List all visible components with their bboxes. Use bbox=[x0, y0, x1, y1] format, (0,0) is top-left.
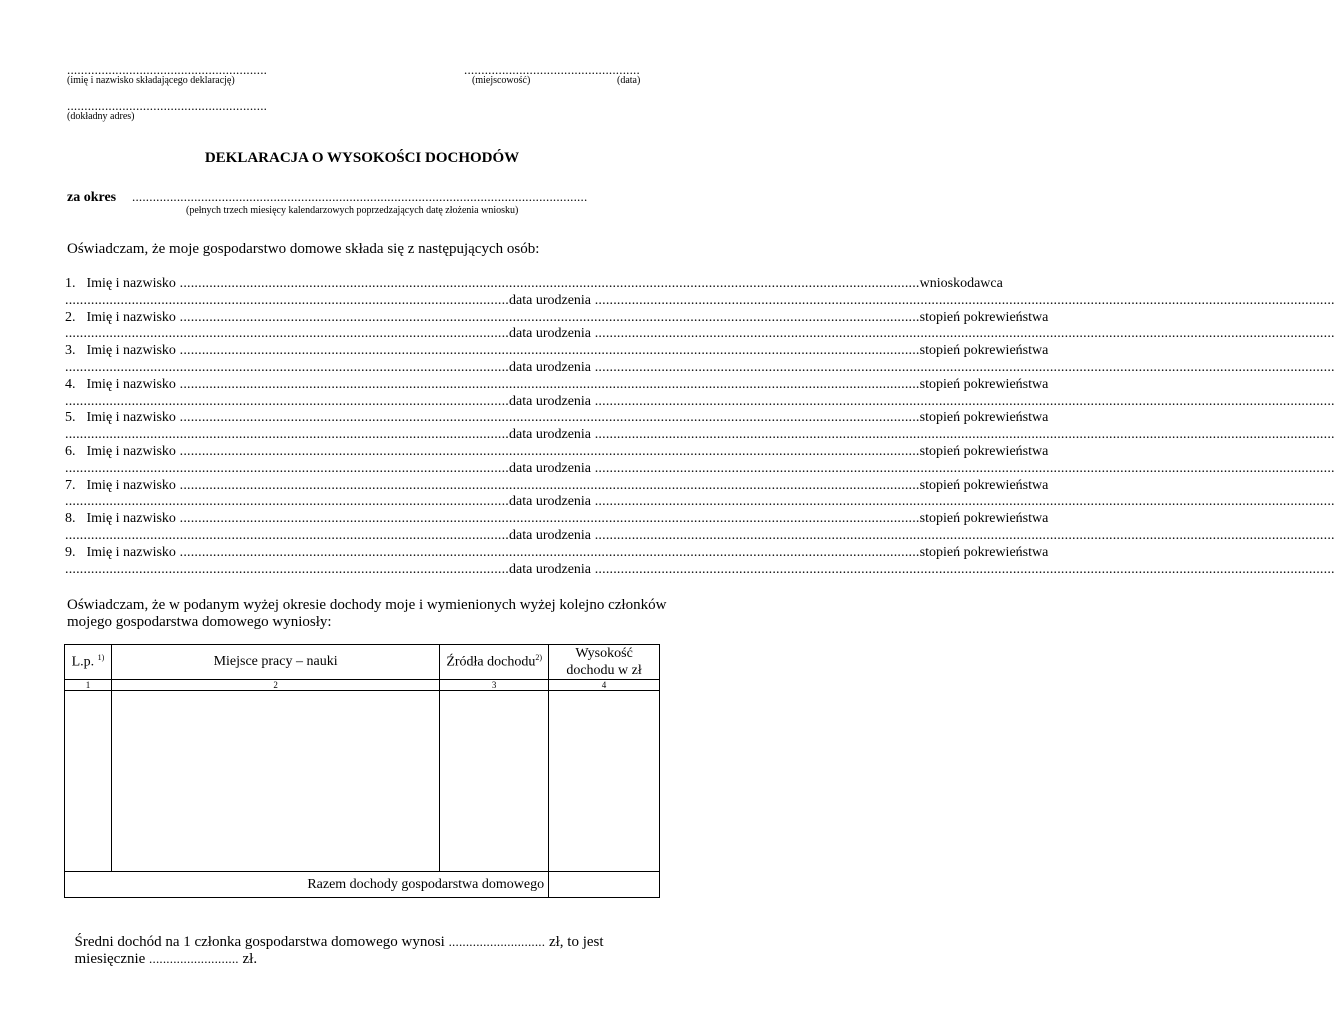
member-name-line[interactable] bbox=[65, 410, 1049, 426]
member-name-dots[interactable]: ........................................................................................................................................................................................................ bbox=[175, 276, 920, 291]
income-table bbox=[64, 644, 660, 898]
member-relation: stopień pokrewieństwa bbox=[919, 376, 1049, 392]
member-pre-dots[interactable]: ........................................................................................................................ bbox=[65, 427, 509, 443]
birth-label: data urodzenia bbox=[509, 360, 592, 375]
place-date-field[interactable]: ................................................... bbox=[464, 62, 640, 77]
member-pre-dots[interactable]: ........................................................................................................................ bbox=[65, 292, 509, 308]
household-intro: Oświadczam, że moje gospodarstwo domowe składa się z następujących osób: bbox=[67, 241, 540, 257]
place-caption: (miejscowość) bbox=[472, 75, 531, 86]
average-label: Średni dochód na 1 członka gospodarstwa domowego wynosi bbox=[74, 934, 445, 950]
table-header-row bbox=[65, 645, 660, 680]
total-label: Razem dochody gospodarstwa domowego bbox=[65, 872, 549, 898]
income-intro-line1: Oświadczam, że w podanym wyżej okresie dochody moje i wymienionych wyżej kolejno członków bbox=[67, 597, 667, 613]
member-label: Imię i nazwisko bbox=[86, 376, 176, 392]
period-label: za okres bbox=[67, 190, 117, 205]
member-birth-line[interactable] bbox=[65, 561, 1335, 578]
member-pre-dots[interactable]: ........................................................................................................................ bbox=[65, 460, 509, 476]
member-pre-dots[interactable]: ........................................................................................................................ bbox=[65, 360, 509, 375]
member-label: Imię i nazwisko bbox=[86, 511, 176, 527]
member-name-dots[interactable]: ........................................................................................................................................................................................................ bbox=[175, 343, 920, 359]
declarant-name-caption: (imię i nazwisko składającego deklarację) bbox=[67, 75, 235, 86]
member-label: Imię i nazwisko bbox=[86, 276, 176, 291]
average-field[interactable]: ............................ bbox=[448, 934, 546, 949]
member-birth-line[interactable] bbox=[65, 393, 1335, 410]
birth-date-dots[interactable]: ........................................................................................................................................................................................................ bbox=[591, 528, 1335, 543]
address-caption: (dokładny adres) bbox=[67, 111, 135, 122]
member-name-dots[interactable]: ........................................................................................................................................................................................................ bbox=[175, 544, 920, 560]
member-pre-dots[interactable]: ........................................................................................................................ bbox=[65, 494, 509, 510]
member-birth-line[interactable] bbox=[65, 360, 1335, 376]
member-label: Imię i nazwisko bbox=[86, 444, 176, 459]
monthly-label: miesięcznie bbox=[74, 951, 146, 967]
member-birth-line[interactable] bbox=[65, 460, 1335, 477]
member-relation: stopień pokrewieństwa bbox=[919, 410, 1049, 426]
member-number: 4. bbox=[65, 376, 76, 392]
birth-label: data urodzenia bbox=[509, 494, 592, 510]
member-name-dots[interactable]: ........................................................................................................................................................................................................ bbox=[175, 511, 920, 527]
birth-date-dots[interactable]: ........................................................................................................................................................................................................ bbox=[591, 494, 1335, 510]
member-birth-line[interactable] bbox=[65, 326, 1335, 342]
birth-date-dots[interactable]: ........................................................................................................................................................................................................ bbox=[591, 460, 1335, 476]
member-relation: stopień pokrewieństwa bbox=[919, 511, 1049, 527]
col-number-4: 4 bbox=[549, 680, 660, 691]
member-relation: stopień pokrewieństwa bbox=[919, 544, 1049, 560]
total-amount-cell[interactable] bbox=[549, 872, 660, 898]
member-label: Imię i nazwisko bbox=[86, 544, 176, 560]
average-unit: zł, to jest bbox=[548, 934, 604, 950]
member-name-dots[interactable]: ........................................................................................................................................................................................................ bbox=[175, 477, 920, 493]
amount-cell[interactable] bbox=[549, 691, 660, 872]
member-relation: stopień pokrewieństwa bbox=[919, 477, 1049, 493]
member-birth-line[interactable] bbox=[65, 528, 1335, 544]
average-line2 bbox=[67, 934, 257, 968]
member-name-line[interactable] bbox=[65, 444, 1049, 460]
birth-date-dots[interactable]: ........................................................................................................................................................................................................ bbox=[591, 427, 1335, 443]
member-label: Imię i nazwisko bbox=[86, 343, 176, 359]
member-number: 7. bbox=[65, 477, 76, 493]
member-name-line[interactable] bbox=[65, 343, 1049, 359]
workplace-cell[interactable] bbox=[111, 691, 439, 872]
member-number: 1. bbox=[65, 276, 76, 291]
member-label: Imię i nazwisko bbox=[86, 410, 176, 426]
birth-label: data urodzenia bbox=[509, 326, 592, 342]
lp-cell[interactable] bbox=[65, 691, 112, 872]
source-cell[interactable] bbox=[440, 691, 549, 872]
member-pre-dots[interactable]: ........................................................................................................................ bbox=[65, 528, 509, 543]
member-pre-dots[interactable]: ........................................................................................................................ bbox=[65, 561, 509, 577]
member-birth-line[interactable] bbox=[65, 494, 1335, 510]
member-number: 3. bbox=[65, 343, 76, 359]
member-birth-line[interactable] bbox=[65, 427, 1335, 443]
col-number-1: 1 bbox=[65, 680, 112, 691]
birth-label: data urodzenia bbox=[509, 292, 592, 308]
table-number-row bbox=[65, 680, 660, 691]
member-name-line[interactable] bbox=[65, 511, 1049, 527]
member-name-dots[interactable]: ........................................................................................................................................................................................................ bbox=[175, 376, 920, 392]
birth-label: data urodzenia bbox=[509, 528, 592, 543]
member-name-line[interactable] bbox=[65, 309, 1049, 326]
member-name-line[interactable] bbox=[65, 477, 1049, 494]
member-relation: wnioskodawca bbox=[919, 276, 1003, 291]
col-number-3: 3 bbox=[440, 680, 549, 691]
table-data-row bbox=[65, 691, 660, 872]
col-number-2: 2 bbox=[111, 680, 439, 691]
member-relation: stopień pokrewieństwa bbox=[919, 343, 1049, 359]
date-caption: (data) bbox=[617, 75, 641, 86]
period-caption: (pełnych trzech miesięcy kalendarzowych poprzedzających datę złożenia wniosku) bbox=[186, 205, 519, 216]
monthly-unit: zł. bbox=[242, 951, 258, 967]
declarant-name-field[interactable]: .......................................................... bbox=[67, 62, 268, 77]
col-workplace-header: Miejsce pracy – nauki bbox=[111, 645, 439, 680]
document-title: DEKLARACJA O WYSOKOŚCI DOCHODÓW bbox=[204, 150, 520, 166]
birth-label: data urodzenia bbox=[509, 393, 592, 409]
member-pre-dots[interactable]: ........................................................................................................................ bbox=[65, 326, 509, 342]
member-number: 2. bbox=[65, 309, 76, 325]
member-birth-line[interactable] bbox=[65, 292, 1335, 309]
member-name-dots[interactable]: ........................................................................................................................................................................................................ bbox=[175, 309, 920, 325]
monthly-field[interactable]: .......................... bbox=[149, 951, 239, 966]
col-source-header: Źródła dochodu$^{2)}$ bbox=[440, 645, 549, 680]
birth-label: data urodzenia bbox=[509, 427, 592, 443]
member-name-line[interactable] bbox=[65, 544, 1049, 561]
member-number: 8. bbox=[65, 511, 76, 527]
member-number: 5. bbox=[65, 410, 76, 426]
birth-date-dots[interactable]: ........................................................................................................................................................................................................ bbox=[591, 292, 1335, 308]
birth-label: data urodzenia bbox=[509, 561, 592, 577]
birth-date-dots[interactable]: ........................................................................................................................................................................................................ bbox=[591, 561, 1335, 577]
income-intro-line2: mojego gospodarstwa domowego wyniosły: bbox=[67, 614, 332, 630]
birth-date-dots[interactable]: ........................................................................................................................................................................................................ bbox=[591, 393, 1335, 409]
address-field[interactable]: .......................................................... bbox=[67, 98, 268, 113]
col-amount-header: Wysokość dochodu w zł bbox=[549, 645, 660, 680]
col-lp-header: L.p. $^{1)}$ bbox=[65, 645, 112, 680]
member-label: Imię i nazwisko bbox=[86, 309, 176, 325]
member-name-line[interactable] bbox=[65, 376, 1049, 393]
birth-date-dots[interactable]: ........................................................................................................................................................................................................ bbox=[591, 360, 1335, 375]
member-name-dots[interactable]: ........................................................................................................................................................................................................ bbox=[175, 410, 920, 426]
member-name-line[interactable] bbox=[65, 276, 1003, 292]
member-number: 6. bbox=[65, 444, 76, 459]
birth-label: data urodzenia bbox=[509, 460, 592, 476]
member-relation: stopień pokrewieństwa bbox=[919, 309, 1049, 325]
member-number: 9. bbox=[65, 544, 76, 560]
member-relation: stopień pokrewieństwa bbox=[919, 444, 1049, 459]
period-field[interactable]: .................................................................................................................................... bbox=[132, 189, 588, 204]
table-total-row bbox=[65, 872, 660, 898]
member-pre-dots[interactable]: ........................................................................................................................ bbox=[65, 393, 509, 409]
member-label: Imię i nazwisko bbox=[86, 477, 176, 493]
member-name-dots[interactable]: ........................................................................................................................................................................................................ bbox=[175, 444, 920, 459]
birth-date-dots[interactable]: ........................................................................................................................................................................................................ bbox=[591, 326, 1335, 342]
